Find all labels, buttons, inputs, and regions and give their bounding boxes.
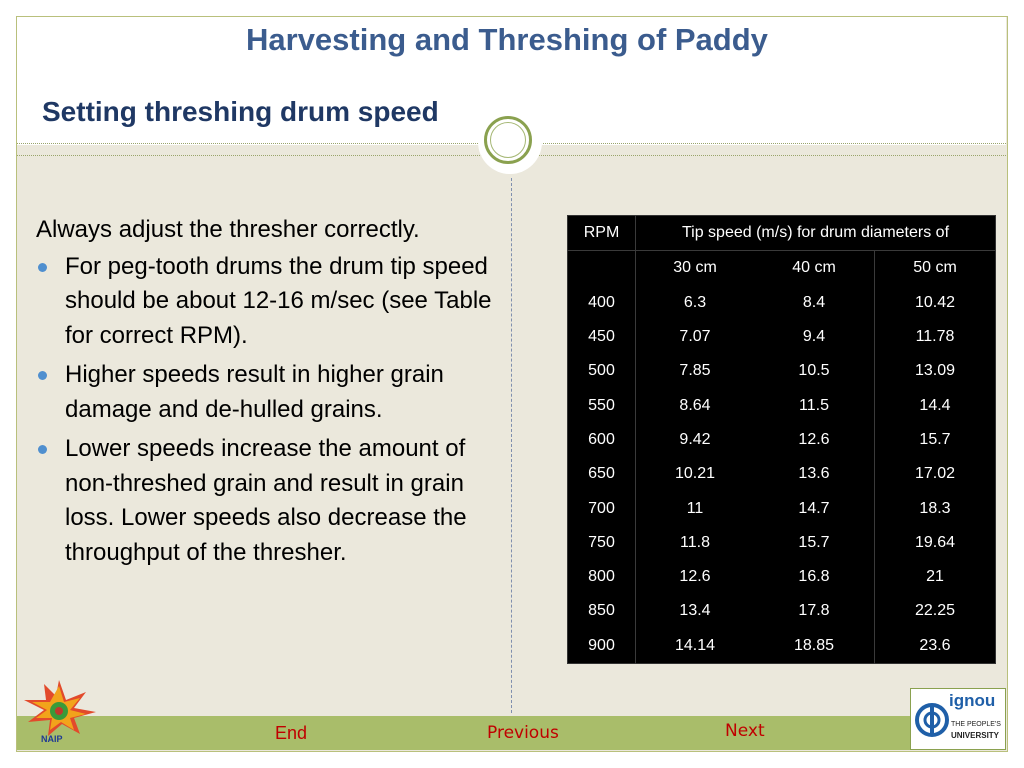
ignou-emblem-icon: [915, 695, 949, 745]
tip-speed-cell: 17.02: [875, 457, 996, 491]
tip-speed-cell: 9.4: [802, 328, 826, 346]
tip-speed-cell: 21: [875, 560, 996, 594]
tip-speed-cell: 8.4: [802, 293, 826, 311]
table-row: [568, 320, 996, 354]
drum-speed-table: [567, 215, 996, 664]
table-row: [568, 594, 996, 628]
table-row: [568, 388, 996, 422]
bullet-item: [36, 250, 506, 354]
tip-speed-header: Tip speed (m/s) for drum diameters of: [636, 216, 996, 251]
diameter-header: 50 cm: [875, 251, 996, 286]
tip-speed-cell: 9.42: [636, 423, 755, 457]
tip-speed-cell: 17.8: [798, 602, 830, 620]
bullet-text: Higher speeds result in higher grain damage and de-hulled grains.: [65, 361, 444, 423]
tip-speed-cell: 13.09: [875, 354, 996, 388]
tip-speed-cell: 12.6: [798, 430, 830, 448]
tip-speed-cell: 11.78: [875, 320, 996, 354]
end-link[interactable]: End: [275, 723, 308, 743]
rpm-cell: 400: [588, 293, 615, 311]
table-row: [568, 560, 996, 594]
table-row: [568, 354, 996, 388]
table-row: [568, 629, 996, 664]
bullet-item: [36, 432, 506, 570]
tip-speed-cell: 11.8: [636, 526, 755, 560]
rpm-cell: 700: [588, 499, 615, 517]
table-row: [568, 491, 996, 525]
tip-speed-cell: 18.3: [875, 491, 996, 525]
bullet-item: [36, 358, 506, 427]
tip-speed-cell: 7.85: [636, 354, 755, 388]
column-divider: [511, 178, 512, 713]
bullet-list: [36, 250, 506, 571]
diameter-header: 40 cm: [754, 251, 875, 286]
tip-speed-cell: 11: [636, 491, 755, 525]
ignou-tagline: UNIVERSITY: [951, 731, 1000, 740]
next-link[interactable]: Next: [725, 721, 765, 741]
tip-speed-cell: 12.6: [636, 560, 755, 594]
ignou-wordmark: ignou: [949, 691, 996, 710]
tip-speed-cell: 10.21: [636, 457, 755, 491]
tip-speed-cell: 14.4: [875, 388, 996, 422]
tip-speed-cell: 15.7: [875, 423, 996, 457]
tip-speed-cell: 10.42: [875, 286, 996, 320]
naip-caption: NAIP: [41, 734, 63, 744]
slide-subtitle: Setting threshing drum speed: [42, 96, 439, 127]
rpm-cell: 750: [588, 533, 615, 551]
rpm-cell: 550: [588, 396, 615, 414]
ring-ornament-inner: [490, 122, 526, 158]
table-subheader-row: [568, 251, 996, 286]
naip-logo: [14, 678, 104, 750]
tip-speed-cell: 6.3: [636, 286, 755, 320]
rpm-cell: 900: [588, 636, 615, 654]
rpm-cell: 450: [588, 328, 615, 346]
bullet-text: Lower speeds increase the amount of non-threshed grain and result in grain loss. Lower speeds also decrease the throughput of the thresher.: [65, 435, 467, 566]
bullet-text: For peg-tooth drums the drum tip speed should be about 12-16 m/sec (see Table for correct RPM).: [65, 252, 492, 349]
tip-speed-cell: 13.4: [636, 594, 755, 628]
rpm-cell: 650: [588, 465, 615, 483]
rpm-cell: 850: [588, 602, 615, 620]
tip-speed-cell: 14.14: [636, 629, 755, 664]
tip-speed-cell: 8.64: [636, 388, 755, 422]
ignou-logo: [910, 688, 1006, 750]
tip-speed-cell: 10.5: [798, 362, 830, 380]
tip-speed-cell: 15.7: [798, 533, 830, 551]
slide-title: Harvesting and Threshing of Paddy: [246, 22, 768, 57]
bullet-dot-icon: [38, 263, 47, 272]
empty-header-cell: [568, 251, 636, 286]
table-row: [568, 286, 996, 320]
rpm-header: RPM: [583, 224, 620, 242]
rpm-cell: 600: [588, 430, 615, 448]
bullet-dot-icon: [38, 371, 47, 380]
rpm-cell: 800: [588, 568, 615, 586]
lead-sentence: Always adjust the thresher correctly.: [36, 216, 420, 243]
tip-speed-cell: 22.25: [875, 594, 996, 628]
tip-speed-cell: 16.8: [798, 568, 830, 586]
ignou-tagline: THE PEOPLE'S: [951, 721, 1001, 728]
diameter-header: 30 cm: [636, 251, 755, 286]
tip-speed-cell: 13.6: [798, 465, 830, 483]
table-header-row: [568, 216, 996, 251]
rpm-cell: 500: [588, 362, 615, 380]
previous-link[interactable]: Previous: [487, 723, 559, 743]
tip-speed-cell: 7.07: [636, 320, 755, 354]
tip-speed-cell: 11.5: [799, 396, 829, 414]
table-body: [568, 286, 996, 664]
naip-star-icon: [14, 678, 104, 738]
table-row: [568, 526, 996, 560]
bullet-dot-icon: [38, 445, 47, 454]
tip-speed-cell: 19.64: [875, 526, 996, 560]
table-row: [568, 423, 996, 457]
body-text: [36, 213, 506, 575]
table-row: [568, 457, 996, 491]
tip-speed-cell: 23.6: [875, 629, 996, 664]
tip-speed-cell: 18.85: [793, 636, 835, 654]
tip-speed-cell: 14.7: [798, 499, 830, 517]
